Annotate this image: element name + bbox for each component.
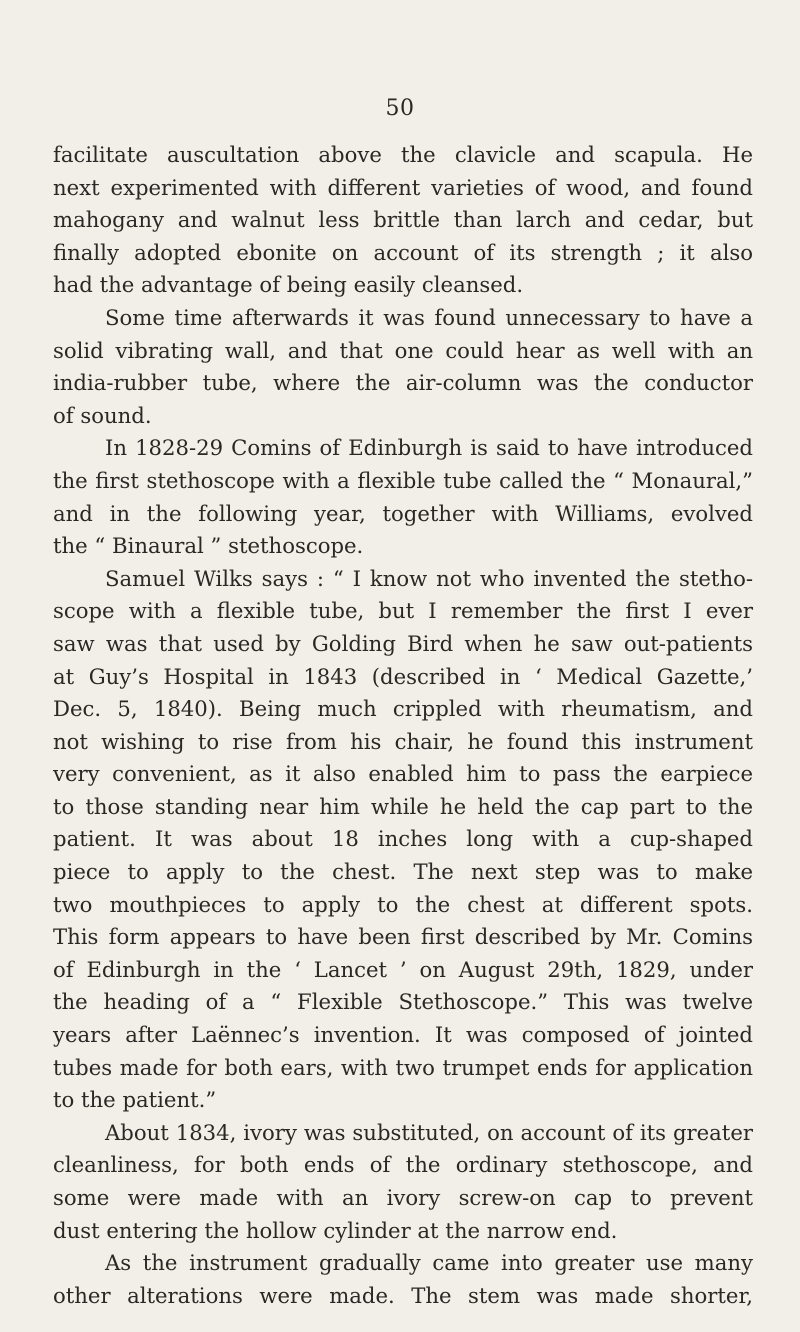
text-line: tubes made for both ears, with two trumpet ends for application [53,1054,753,1080]
text-line: cleanliness, for both ends of the ordinary stethoscope, and [53,1152,753,1178]
text-line: facilitate auscultation above the clavicle and scapula. He [53,142,753,167]
paragraph [53,139,753,302]
text-line: to those standing near him while he held the cap part to the [53,793,753,819]
paragraph [53,1117,753,1247]
text-line: mahogany and walnut less brittle than larch and cedar, but [53,207,753,233]
text-line: the “ Binaural ” stethoscope. [53,533,364,559]
text-line: the first stethoscope with a flexible tube called the “ Monaural,” [53,467,753,493]
text-line: This form appears to have been first described by Mr. Comins [53,924,753,950]
paragraph [53,432,753,562]
paragraph [53,1247,753,1312]
text-line: piece to apply to the chest. The next step was to make [53,859,753,885]
text-line: Some time afterwards it was found unnecessary to have a [105,304,753,330]
text-line: and in the following year, together with Williams, evolved [53,500,753,526]
text-line: dust entering the hollow cylinder at the narrow end. [53,1217,618,1243]
text-line: About 1834, ivory was substituted, on account of its greater [105,1119,753,1145]
paragraph [53,302,753,432]
text-line: solid vibrating wall, and that one could hear as well with an [53,337,753,363]
text-line: not wishing to rise from his chair, he found this instrument [53,728,753,754]
paragraph [53,563,753,1117]
body-text [53,139,753,1312]
text-line: two mouthpieces to apply to the chest at different spots. [53,891,753,917]
text-line: the heading of a “ Flexible Stethoscope.” This was twelve [53,989,753,1015]
text-line: In 1828-29 Comins of Edinburgh is said to have introduced [105,435,753,461]
text-line: finally adopted ebonite on account of its strength ; it also [53,239,753,265]
text-line: very convenient, as it also enabled him to pass the earpiece [53,761,753,787]
text-line: years after Laënnec’s invention. It was composed of jointed [53,1022,753,1048]
text-line: next experimented with different varieties of wood, and found [53,174,753,200]
text-line: had the advantage of being easily cleansed. [53,272,524,298]
text-line: india-rubber tube, where the air-column was the conductor [53,370,753,396]
text-line: scope with a flexible tube, but I remember the first I ever [53,598,753,624]
text-line: As the instrument gradually came into greater use many [105,1250,753,1276]
text-line: saw was that used by Golding Bird when he saw out-patients [53,630,753,656]
text-line: to the patient.” [53,1087,217,1113]
text-line: of sound. [53,402,152,428]
text-line: some were made with an ivory screw-on cap to prevent [53,1185,753,1210]
text-line: Samuel Wilks says : “ I know not who invented the stetho- [105,565,753,591]
text-line: other alterations were made. The stem was made shorter, [53,1282,753,1308]
text-line: at Guy’s Hospital in 1843 (described in ‘ Medical Gazette,’ [53,663,753,689]
page-number: 50 [385,96,415,121]
text-line: patient. It was about 18 inches long with a cup-shaped [53,826,753,852]
text-line: of Edinburgh in the ‘ Lancet ’ on August 29th, 1829, under [53,956,753,982]
text-line: Dec. 5, 1840). Being much crippled with rheumatism, and [53,696,753,722]
